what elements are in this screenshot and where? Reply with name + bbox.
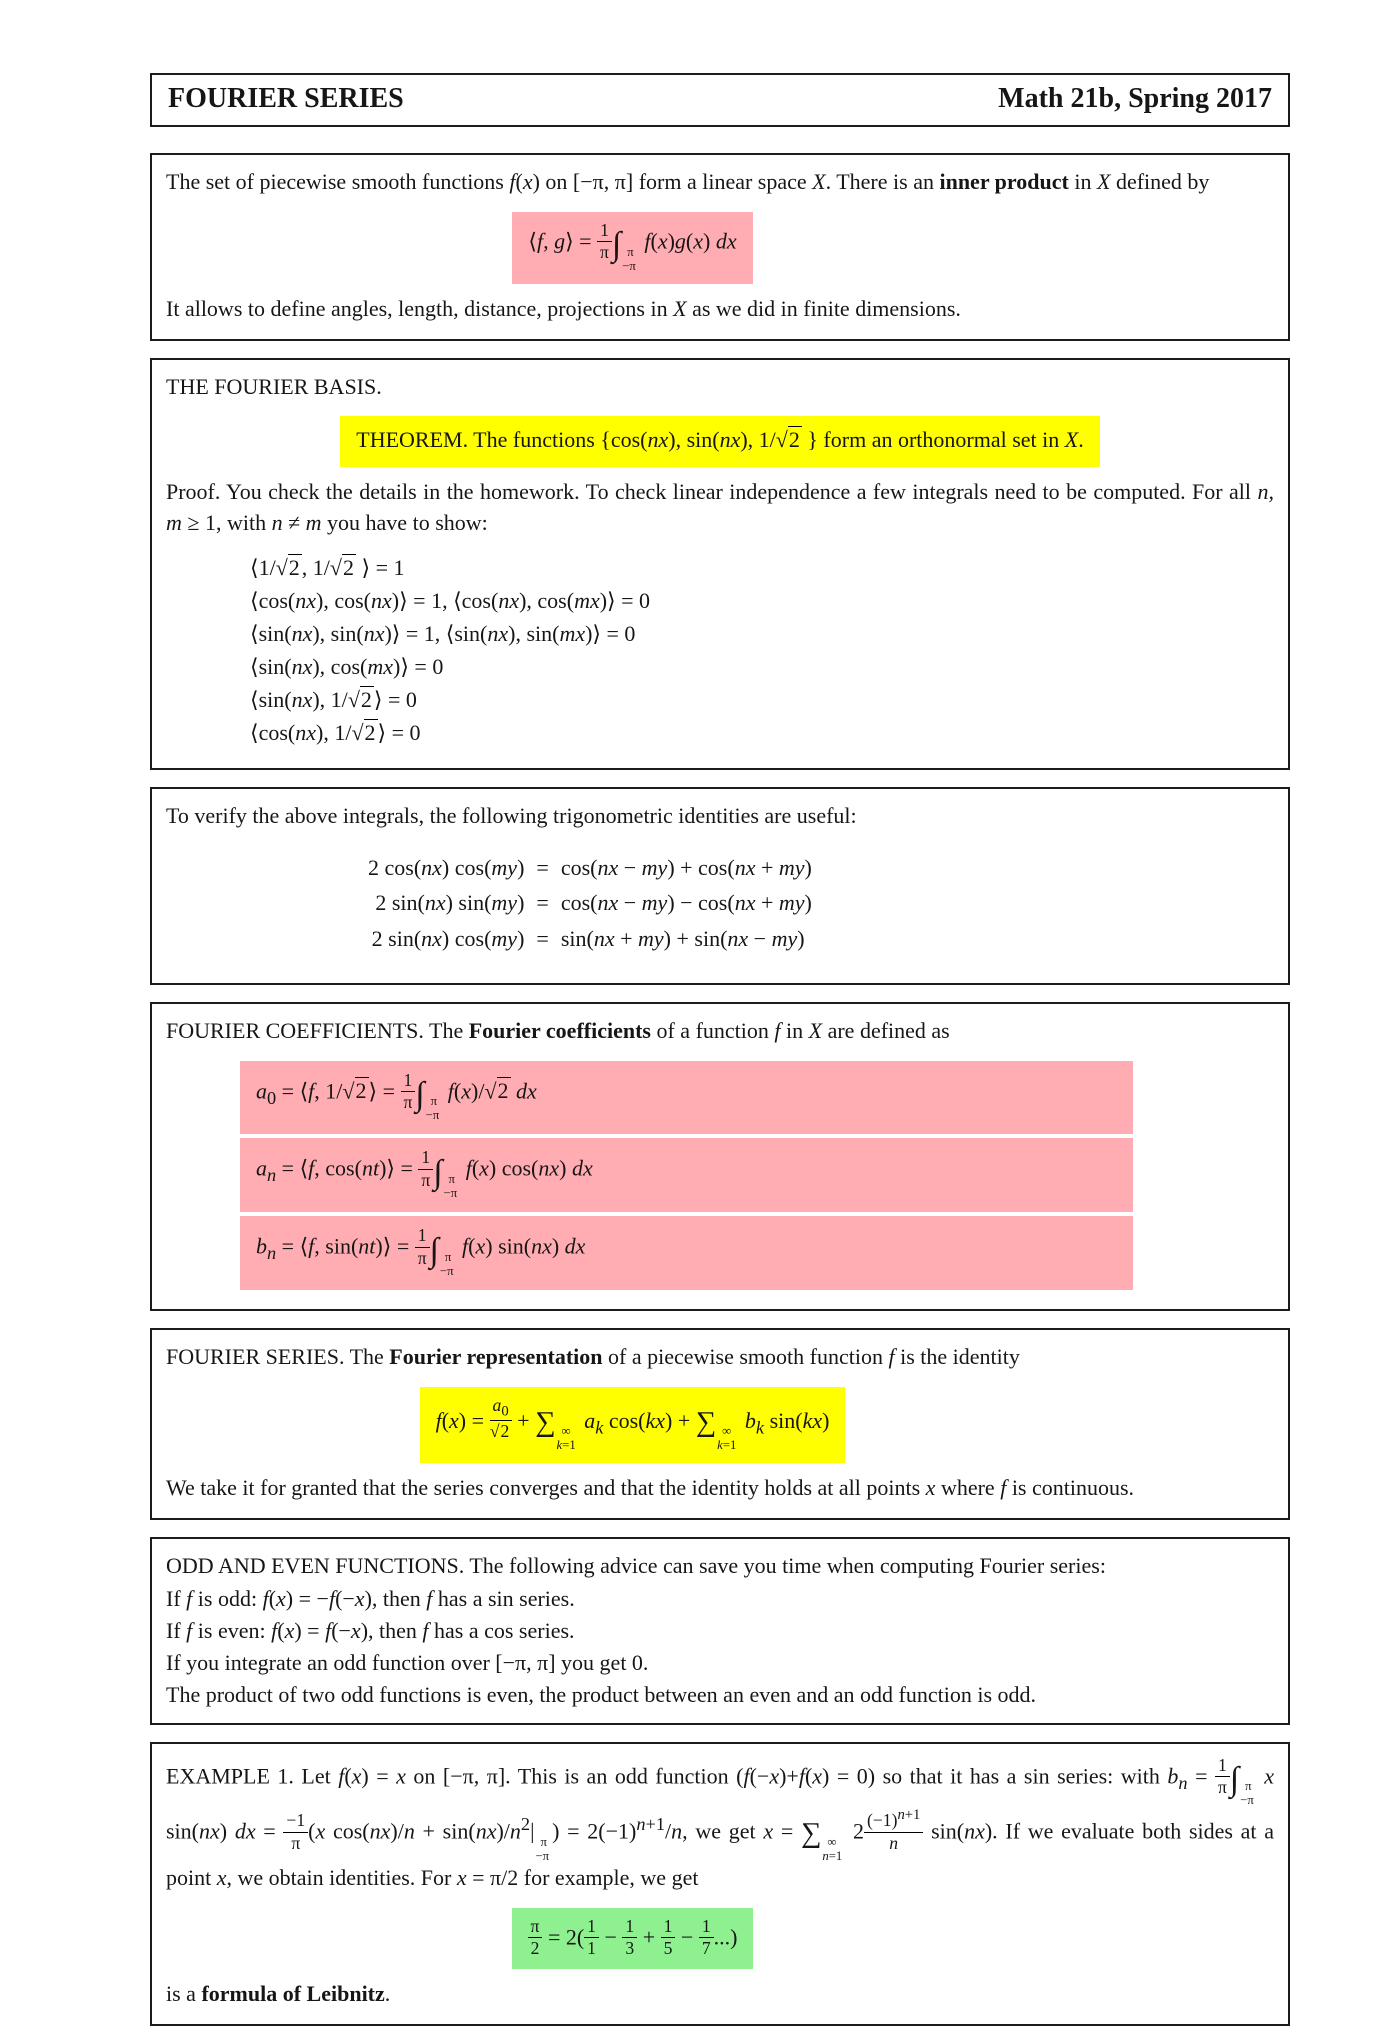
identity-lhs: 2 sin(nx) cos(my) — [371, 926, 525, 952]
equation-line: ⟨cos(nx), cos(nx)⟩ = 1, ⟨cos(nx), cos(mx)⟩ = 0 — [250, 587, 651, 613]
identity-row — [368, 888, 812, 919]
document-page — [150, 73, 1290, 2043]
orthonormality-equations — [250, 551, 1274, 749]
inner-product-formula-row — [166, 212, 1274, 284]
intro-paragraph: The set of piecewise smooth functions f(x) on [−π, π] form a linear space X. There is an inner product in X defined by — [166, 169, 1210, 195]
intro-note: It allows to define angles, length, distance, projections in X as we did in finite dimensions. — [166, 295, 961, 321]
identity-rhs: cos(nx − my) − cos(nx + my) — [560, 890, 812, 916]
inner-product-formula: ⟨f, g⟩ = $\frac{1}{\pi}$ ∫ π −π f(x)g(x) dx — [512, 212, 752, 284]
identity-row — [368, 924, 812, 955]
equals-sign: = — [536, 854, 549, 880]
example-footer: is a formula of Leibnitz. — [166, 1981, 391, 2007]
basis-heading: THE FOURIER BASIS. — [166, 373, 382, 399]
coefficients-section — [150, 1002, 1290, 1311]
equation-line: ⟨sin(nx), 1/√2⟩ = 0 — [250, 686, 417, 712]
series-formula-row — [166, 1387, 1274, 1463]
equation-line: ⟨cos(nx), 1/√2⟩ = 0 — [250, 719, 421, 745]
proof-paragraph: Proof. You check the details in the homework. To check linear independence a few integrals need to be computed. For all n, m ≥ 1, with n ≠ m you have to show: — [166, 479, 1274, 535]
advice-line: If you integrate an odd function over [−π, π] you get 0. — [166, 1649, 649, 1675]
fourier-basis-section — [150, 358, 1290, 770]
leibnitz-formula: $\frac{\pi}{2}$ = 2( $\frac{1}{1}$ − $\frac{1}{3}$ + $\frac{1}{5}$ − $\frac{1}{7}$ ...) — [512, 1908, 754, 1970]
advice-line: If f is odd: f(x) = −f(−x), then f has a sin series. — [166, 1586, 575, 1612]
identity-rhs: cos(nx − my) + cos(nx + my) — [560, 854, 812, 880]
theorem-row — [166, 416, 1274, 467]
series-note: We take it for granted that the series converges and that the identity holds at all points x where f is continuous. — [166, 1474, 1135, 1500]
leibnitz-formula-row — [166, 1908, 1274, 1970]
advice-line: The product of two odd functions is even, the product between an even and an odd function is odd. — [166, 1681, 1036, 1707]
odd-even-section — [150, 1537, 1290, 1725]
equals-sign: = — [536, 890, 549, 916]
trig-identities-section — [150, 787, 1290, 985]
equation-line: ⟨1/√2, 1/√2 ⟩ = 1 — [250, 554, 405, 580]
header-box — [150, 73, 1290, 127]
identity-lhs: 2 sin(nx) sin(my) — [375, 890, 525, 916]
equation-line: ⟨sin(nx), cos(mx)⟩ = 0 — [250, 653, 444, 679]
identity-row — [368, 853, 812, 884]
series-intro: FOURIER SERIES. The Fourier representation of a piecewise smooth function f is the identity — [166, 1343, 1020, 1369]
equation-line: ⟨sin(nx), sin(nx)⟩ = 1, ⟨sin(nx), sin(mx)⟩ = 0 — [250, 620, 636, 646]
coefficient-formula-a0: $a_0$ = ⟨f, 1/√2⟩ = $\frac{1}{\pi}$ ∫ π −π f(x)/√2 dx — [240, 1061, 1133, 1135]
fourier-series-section — [150, 1328, 1290, 1520]
identity-rhs: sin(nx + my) + sin(nx − my) — [560, 926, 805, 952]
coefficient-formula-an: $a_n$ = ⟨f, cos(nt)⟩ = $\frac{1}{\pi}$ ∫ π −π f(x) cos(nx) dx — [240, 1138, 1133, 1212]
example-section — [150, 1742, 1290, 2027]
trig-identities-table — [356, 848, 824, 960]
course-label: Math 21b, Spring 2017 — [998, 83, 1272, 114]
intro-section — [150, 153, 1290, 340]
coefficients-intro: FOURIER COEFFICIENTS. The Fourier coefficients of a function f in X are defined as — [166, 1017, 950, 1043]
identities-intro: To verify the above integrals, the following trigonometric identities are useful: — [166, 802, 857, 828]
coefficient-formulas — [240, 1061, 1274, 1290]
coefficient-formula-bn: $b_n$ = ⟨f, sin(nt)⟩ = $\frac{1}{\pi}$ ∫ π −π f(x) sin(nx) dx — [240, 1216, 1133, 1290]
fourier-series-formula: f(x) = $\frac{a_0}{√2}$ + ∑ ∞ k=1 $a_k$ cos(kx) + ∑ ∞ k=1 $b_k$ sin(kx) — [420, 1387, 846, 1463]
identity-lhs: 2 cos(nx) cos(my) — [368, 854, 525, 880]
theorem-banner: THEOREM. The functions {cos(nx), sin(nx), 1/√2 } form an orthonormal set in X. — [340, 416, 1099, 467]
doc-title: FOURIER SERIES — [168, 83, 404, 114]
equals-sign: = — [536, 926, 549, 952]
advice-line: If f is even: f(x) = f(−x), then f has a cos series. — [166, 1618, 575, 1644]
odd-even-heading: ODD AND EVEN FUNCTIONS. The following advice can save you time when computing Fourier series: — [166, 1552, 1106, 1578]
example-paragraph: EXAMPLE 1. Let f(x) = x on [−π, π]. This is an odd function (f(−x)+f(x) = 0) so that it has a sin series: with $b_n$ = $\frac{1}{\pi}$ ∫ π −π x sin(nx) dx = $\frac{-1}{\pi}$ (x $\cos(nx)/n + \sin(nx)/n^2|$ π −π ) = $2(-1)^{n+1}/n$, we get x = ∑ ∞ n=1 2 $\frac{(-1)^{n+1}}{n}$ sin(nx). If we evaluate both sides at a point x, we obtain identities. For x = π/2 for example, we get — [166, 1754, 1275, 1890]
